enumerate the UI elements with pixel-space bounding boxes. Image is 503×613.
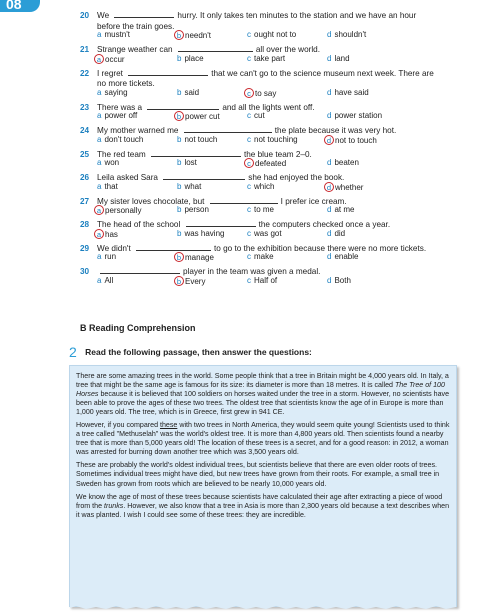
option-d[interactable]: [327, 54, 350, 64]
option-d[interactable]: [327, 135, 377, 146]
question-22: [80, 67, 480, 90]
instruction: [69, 344, 312, 360]
instruction-text: Read the following passage, then answer the questions:: [85, 347, 312, 357]
option-letter: d: [327, 53, 332, 63]
answer-blank[interactable]: [128, 67, 208, 76]
options-27: [97, 205, 477, 215]
question-number: 22: [80, 68, 90, 78]
question-text-end: and all the lights went off.: [222, 102, 315, 112]
option-d[interactable]: [327, 30, 366, 40]
option-a[interactable]: [97, 158, 119, 168]
option-b[interactable]: [177, 30, 211, 41]
question-number: 25: [80, 149, 90, 159]
option-text: won: [104, 158, 120, 167]
option-d[interactable]: [327, 88, 369, 98]
option-text: mustn't: [104, 30, 130, 39]
option-b[interactable]: [177, 158, 197, 168]
option-text: saying: [104, 87, 128, 97]
question-number: 27: [80, 196, 90, 206]
option-a[interactable]: [97, 205, 141, 216]
option-text: take part: [254, 53, 286, 63]
option-text: at me: [334, 205, 355, 214]
option-a[interactable]: [97, 229, 118, 240]
option-d[interactable]: [327, 276, 351, 286]
circled-option-letter: a: [94, 205, 104, 215]
option-letter: a: [97, 134, 102, 144]
option-text: was got: [254, 228, 282, 238]
option-text: was having: [184, 228, 225, 238]
option-b[interactable]: [177, 229, 224, 239]
option-b[interactable]: [177, 88, 199, 98]
question-number: 24: [80, 126, 90, 135]
option-text: don't touch: [104, 134, 144, 144]
option-letter: b: [177, 158, 182, 167]
question-text-start: The head of the school: [97, 220, 183, 229]
torn-edge: [70, 604, 456, 610]
question-text-end: all over the world.: [255, 45, 321, 54]
options-20: [97, 30, 477, 40]
question-text-start: I regret: [97, 68, 126, 78]
option-text: whether: [335, 182, 364, 192]
question-text-start: We didn't: [97, 243, 133, 253]
option-a[interactable]: [97, 252, 116, 262]
question-text-end: the computers checked once a year.: [258, 220, 391, 229]
option-letter: b: [177, 53, 182, 63]
option-letter: a: [97, 30, 102, 39]
options-22: [97, 88, 477, 98]
option-text: make: [254, 252, 274, 261]
option-text: did: [334, 228, 346, 238]
option-text: personally: [105, 206, 142, 215]
option-letter: a: [97, 158, 102, 167]
option-letter: c: [247, 228, 251, 238]
section-title: B Reading Comprehension: [80, 323, 196, 333]
circled-option-letter: d: [324, 135, 334, 145]
option-b[interactable]: [177, 182, 201, 192]
option-text: not touch: [184, 134, 218, 144]
option-letter: c: [247, 275, 251, 285]
option-letter: b: [177, 205, 182, 214]
question-number: 23: [80, 102, 90, 112]
option-b[interactable]: [177, 54, 204, 64]
reading-passage: [69, 365, 457, 607]
option-text: said: [184, 87, 200, 97]
option-text: shouldn't: [334, 30, 367, 39]
option-c[interactable]: [247, 88, 276, 99]
instruction-number: 2: [69, 344, 77, 360]
option-a[interactable]: [97, 182, 118, 192]
option-text: power station: [334, 111, 383, 120]
passage-paragraph-2: However, if you compared these with two trees in North America, they would seem quite young! Scientists used to think a tree called "Methuselah" was the world's oldest tree. It is more than 4,800 years old. Then scientists found a nearby tree that is more than 5,000 years old! The location of these trees is a secret, and for a good reason: in 2012, a woman was arrested for burning down another tree which was 3,500 years old.: [76, 421, 450, 457]
option-text: person: [184, 205, 209, 214]
option-text: power cut: [185, 112, 220, 121]
option-d[interactable]: [327, 229, 345, 239]
option-letter: a: [97, 275, 102, 285]
question-text-line2: before the train goes.: [97, 21, 175, 31]
option-letter: c: [247, 53, 251, 63]
question-text-start: My sister loves chocolate, but: [97, 196, 207, 206]
option-letter: d: [327, 228, 332, 238]
options-24: [97, 135, 477, 145]
option-c[interactable]: [247, 111, 265, 121]
unit-tab-label: 08: [6, 0, 22, 12]
option-text: beaten: [334, 158, 359, 167]
question-text-end: the blue team 2–0.: [243, 149, 312, 159]
option-c[interactable]: [247, 135, 298, 145]
option-letter: a: [97, 181, 102, 191]
option-letter: d: [327, 87, 332, 97]
option-c[interactable]: [247, 276, 277, 286]
passage-paragraph-3: These are probably the world's oldest individual trees, but scientists believe that there are even older roots of trees. Sometimes individual trees might have died, but new trees have grown from their roots. For example, a small tree in Sweden has grown from roots which are believed to be nearly 10,000 years old.: [76, 461, 440, 488]
option-b[interactable]: [177, 276, 205, 287]
option-text: lost: [184, 158, 197, 167]
answer-blank[interactable]: [136, 242, 211, 251]
option-letter: d: [327, 252, 332, 261]
option-letter: d: [327, 205, 332, 214]
options-25: [97, 158, 477, 168]
option-c[interactable]: [247, 158, 286, 169]
option-letter: d: [327, 275, 332, 285]
question-text-start: My mother warned me: [97, 126, 181, 135]
option-text: have said: [334, 87, 369, 97]
option-text: run: [104, 252, 117, 261]
option-text: which: [254, 181, 275, 191]
options-21: [97, 54, 477, 64]
option-letter: a: [97, 87, 102, 97]
option-text: land: [334, 53, 350, 63]
option-c[interactable]: [247, 30, 296, 40]
question-text-end: she had enjoyed the book.: [248, 173, 345, 182]
option-letter: c: [247, 111, 251, 120]
option-letter: c: [247, 134, 251, 144]
option-text: enable: [334, 252, 359, 261]
option-c[interactable]: [247, 205, 274, 215]
answer-blank[interactable]: [100, 265, 180, 274]
circled-option-letter: b: [174, 30, 184, 40]
question-text-start: Leila asked Sara: [97, 173, 161, 182]
circled-option-letter: b: [174, 276, 184, 286]
circled-option-letter: c: [244, 158, 254, 168]
circled-option-letter: c: [244, 88, 254, 98]
circled-option-letter: a: [94, 229, 104, 239]
circled-option-letter: b: [174, 252, 184, 262]
question-text-end: to go to the exhibition because there were no more tickets.: [214, 243, 427, 253]
option-letter: c: [247, 252, 251, 261]
option-text: occur: [105, 54, 125, 64]
options-26: [97, 182, 477, 192]
answer-blank[interactable]: [210, 195, 278, 204]
question-number: 29: [80, 243, 90, 253]
option-letter: a: [97, 111, 102, 120]
option-letter: c: [247, 30, 251, 39]
option-text: ought not to: [254, 30, 297, 39]
option-c[interactable]: [247, 229, 282, 239]
option-text: All: [104, 275, 114, 285]
option-text: cut: [254, 111, 265, 120]
question-number: 28: [80, 220, 90, 229]
option-text: that: [104, 181, 118, 191]
circled-option-letter: b: [174, 111, 184, 121]
option-a[interactable]: [97, 135, 143, 145]
option-d[interactable]: [327, 205, 354, 215]
option-text: defeated: [255, 159, 287, 168]
option-text: Every: [185, 276, 206, 286]
option-letter: b: [177, 134, 182, 144]
unit-tab: [0, 0, 40, 12]
answer-blank[interactable]: [184, 124, 272, 133]
option-b[interactable]: [177, 252, 214, 263]
answer-blank[interactable]: [178, 43, 253, 52]
option-text: what: [184, 181, 202, 191]
option-a[interactable]: [97, 30, 130, 40]
option-c[interactable]: [247, 54, 285, 64]
option-text: place: [184, 53, 204, 63]
option-b[interactable]: [177, 111, 220, 122]
option-d[interactable]: [327, 158, 359, 168]
option-d[interactable]: [327, 182, 363, 193]
option-letter: a: [97, 252, 102, 261]
question-text-line2: no more tickets.: [97, 79, 155, 88]
option-letter: c: [247, 181, 251, 191]
option-a[interactable]: [97, 111, 137, 121]
options-23: [97, 111, 477, 121]
option-letter: d: [327, 111, 332, 120]
option-text: needn't: [185, 31, 211, 40]
option-text: power off: [104, 111, 138, 120]
circled-option-letter: a: [94, 54, 104, 64]
question-text-end: player in the team was given a medal.: [183, 267, 321, 276]
answer-blank[interactable]: [147, 101, 219, 110]
option-d[interactable]: [327, 111, 382, 121]
question-number: 20: [80, 11, 90, 20]
option-letter: d: [327, 30, 332, 39]
option-b[interactable]: [177, 205, 209, 215]
answer-blank[interactable]: [186, 218, 256, 227]
option-c[interactable]: [247, 252, 274, 262]
question-text-end: that we can't go to the science museum next week. There are: [211, 68, 434, 78]
option-letter: d: [327, 158, 332, 167]
option-text: manage: [185, 253, 214, 262]
option-text: not to touch: [335, 135, 377, 145]
option-text: has: [105, 229, 118, 239]
options-28: [97, 229, 477, 239]
question-text-start: There was a: [97, 102, 145, 112]
option-letter: b: [177, 228, 182, 238]
option-letter: b: [177, 181, 182, 191]
question-text-end: I prefer ice cream.: [280, 196, 347, 206]
question-number: 30: [80, 267, 90, 276]
options-30: [97, 276, 477, 286]
option-text: not touching: [254, 134, 298, 144]
question-text-end: hurry. It only takes ten minutes to the station and we have an hour: [177, 11, 417, 20]
option-text: to me: [254, 205, 275, 214]
option-d[interactable]: [327, 252, 358, 262]
option-text: Both: [334, 275, 351, 285]
question-text-start: Strange weather can: [97, 45, 175, 54]
circled-option-letter: d: [324, 182, 334, 192]
question-text-end: the plate because it was very hot.: [274, 126, 397, 135]
question-text-start: We: [97, 11, 112, 20]
option-letter: c: [247, 205, 251, 214]
option-b[interactable]: [177, 135, 217, 145]
option-letter: b: [177, 87, 182, 97]
options-29: [97, 252, 477, 262]
passage-paragraph-1: There are some amazing trees in the world. Some people think that a tree in Britain might be 4,000 years old. In Italy, a tree that might be the same age is famous for its size: its diameter is more than 18 metres. It is called The Tree of 100 Horses because it is believed that 100 soldiers on horses waited under the tree in a storm. However, no scientists have been able to prove the ages of these two trees. The oldest tree that scientists know the age of in Europe is more than 1,000 years old. The tree, which is in Greece, first grew in 941 CE.: [76, 372, 450, 417]
answer-blank[interactable]: [114, 9, 174, 18]
question-20: [80, 9, 480, 32]
option-a[interactable]: [97, 276, 113, 286]
question-number: 21: [80, 45, 90, 54]
option-c[interactable]: [247, 182, 274, 192]
option-a[interactable]: [97, 54, 125, 65]
question-text-start: The red team: [97, 149, 148, 159]
option-text: Half of: [254, 275, 278, 285]
passage-paragraph-4: We know the age of most of these trees because scientists have calculated their age after extracting a piece of wood from the trunks. However, we also know that a tree in Asia is more than 2,300 years old because a text describes when it was planted. I wish I could see some of these trees: they are incredible.: [76, 492, 450, 519]
answer-blank[interactable]: [151, 148, 241, 157]
option-text: to say: [255, 88, 277, 98]
answer-blank[interactable]: [163, 171, 245, 180]
question-number: 26: [80, 173, 90, 182]
option-a[interactable]: [97, 88, 128, 98]
